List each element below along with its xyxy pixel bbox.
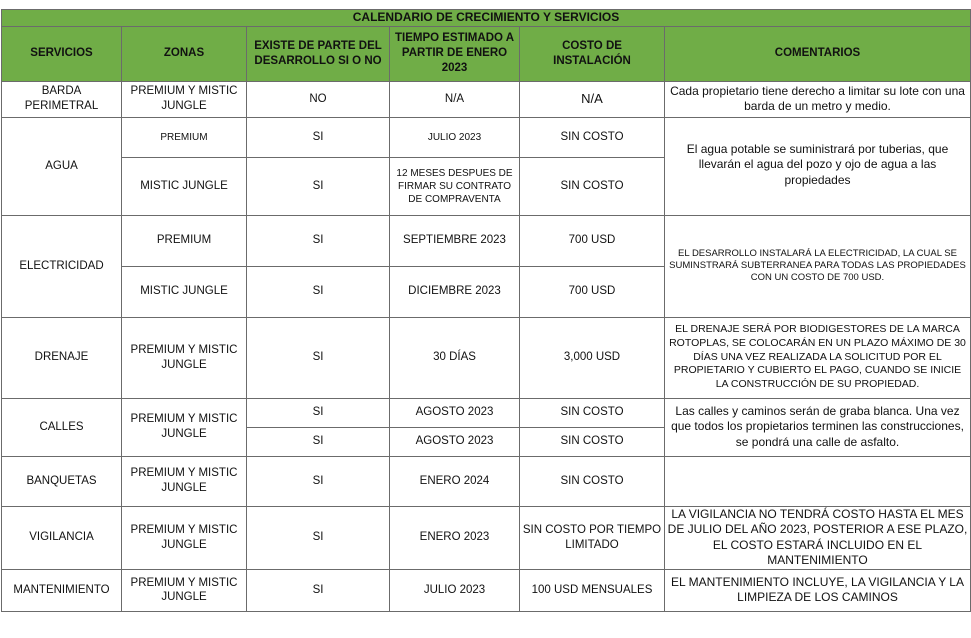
cell-servicio: ELECTRICIDAD [2, 215, 122, 317]
cell-tiempo: AGOSTO 2023 [390, 427, 520, 456]
cell-tiempo: 12 MESES DESPUES DE FIRMAR SU CONTRATO DE COMPRAVENTA [390, 157, 520, 215]
cell-tiempo: ENERO 2024 [390, 456, 520, 506]
cell-tiempo: 30 DÍAS [390, 317, 520, 398]
title-row [2, 10, 971, 27]
cell-comentario: Cada propietario tiene derecho a limitar su lote con una barda de un metro y medio. [665, 81, 971, 117]
cell-costo: 3,000 USD [520, 317, 665, 398]
cell-servicio: MANTENIMIENTO [2, 569, 122, 611]
table-title: CALENDARIO DE CRECIMIENTO Y SERVICIOS [2, 10, 971, 27]
cell-zona: PREMIUM [122, 117, 247, 157]
header-existe: EXISTE DE PARTE DEL DESARROLLO SI O NO [247, 26, 390, 81]
cell-zona: PREMIUM Y MISTIC JUNGLE [122, 81, 247, 117]
cell-existe: SI [247, 456, 390, 506]
cell-zona: PREMIUM Y MISTIC JUNGLE [122, 317, 247, 398]
table-row-mantenimiento [2, 569, 971, 611]
cell-comentario: Las calles y caminos serán de graba blanca. Una vez que todos los propietarios terminen las construcciones, se pondrá una calle de asfalto. [665, 398, 971, 456]
cell-servicio: VIGILANCIA [2, 506, 122, 569]
cell-servicio: CALLES [2, 398, 122, 456]
table-row-agua-premium [2, 117, 971, 157]
cell-existe: SI [247, 398, 390, 427]
cell-servicio: DRENAJE [2, 317, 122, 398]
cell-existe: SI [247, 427, 390, 456]
cell-tiempo: DICIEMBRE 2023 [390, 266, 520, 317]
cell-tiempo: JULIO 2023 [390, 117, 520, 157]
header-zonas: ZONAS [122, 26, 247, 81]
cell-costo: SIN COSTO [520, 157, 665, 215]
table-row-banquetas [2, 456, 971, 506]
cell-zona: PREMIUM Y MISTIC JUNGLE [122, 569, 247, 611]
cell-comentario: EL DESARROLLO INSTALARÁ LA ELECTRICIDAD, LA CUAL SE SUMINSTRARÁ SUBTERRANEA PARA TODAS LAS PROPIEDADES CON UN COSTO DE 700 USD. [665, 215, 971, 317]
cell-existe: SI [247, 215, 390, 266]
table-row-drenaje [2, 317, 971, 398]
cell-tiempo: N/A [390, 81, 520, 117]
cell-costo: SIN COSTO [520, 427, 665, 456]
cell-comentario: EL DRENAJE SERÁ POR BIODIGESTORES DE LA MARCA ROTOPLAS, SE COLOCARÁN EN UN PLAZO MÁXIMO DE 30 DÍAS UNA VEZ REALIZADA LA SOLICITUD POR EL PROPIETARIO Y CUBIERTO EL PAGO, CUANDO SE INICIE LA CONSTRUCCIÓN DE SU PROPIEDAD. [665, 317, 971, 398]
header-row [2, 26, 971, 81]
cell-existe: SI [247, 569, 390, 611]
cell-costo: N/A [520, 81, 665, 117]
cell-zona: PREMIUM Y MISTIC JUNGLE [122, 456, 247, 506]
table-row-electricidad-premium [2, 215, 971, 266]
cell-costo: 100 USD MENSUALES [520, 569, 665, 611]
cell-comentario: El agua potable se suministrará por tuberias, que llevarán el agua del pozo y ojo de agua a las propiedades [665, 117, 971, 215]
header-tiempo: TIEMPO ESTIMADO A PARTIR DE ENERO 2023 [390, 26, 520, 81]
cell-tiempo: ENERO 2023 [390, 506, 520, 569]
services-calendar-table [1, 9, 971, 612]
header-costo: COSTO DE INSTALACIÓN [520, 26, 665, 81]
cell-servicio: BANQUETAS [2, 456, 122, 506]
cell-tiempo: AGOSTO 2023 [390, 398, 520, 427]
cell-existe: SI [247, 266, 390, 317]
cell-zona: MISTIC JUNGLE [122, 266, 247, 317]
cell-costo: SIN COSTO [520, 117, 665, 157]
cell-existe: SI [247, 117, 390, 157]
cell-existe: SI [247, 506, 390, 569]
header-comentarios: COMENTARIOS [665, 26, 971, 81]
cell-comentario: EL MANTENIMIENTO INCLUYE, LA VIGILANCIA Y LA LIMPIEZA DE LOS CAMINOS [665, 569, 971, 611]
header-servicios: SERVICIOS [2, 26, 122, 81]
cell-servicio: BARDA PERIMETRAL [2, 81, 122, 117]
cell-comentario [665, 456, 971, 506]
cell-costo: SIN COSTO POR TIEMPO LIMITADO [520, 506, 665, 569]
cell-comentario: LA VIGILANCIA NO TENDRÁ COSTO HASTA EL MES DE JULIO DEL AÑO 2023, POSTERIOR A ESE PLAZO, EL COSTO ESTARÁ INCLUIDO EN EL MANTENIMIENTO [665, 506, 971, 569]
cell-costo: 700 USD [520, 266, 665, 317]
cell-existe: SI [247, 317, 390, 398]
cell-zona: PREMIUM [122, 215, 247, 266]
cell-existe: NO [247, 81, 390, 117]
table-row-calles-1 [2, 398, 971, 427]
cell-costo: 700 USD [520, 215, 665, 266]
table-row-vigilancia [2, 506, 971, 569]
cell-zona: MISTIC JUNGLE [122, 157, 247, 215]
cell-zona: PREMIUM Y MISTIC JUNGLE [122, 398, 247, 456]
cell-costo: SIN COSTO [520, 456, 665, 506]
cell-zona: PREMIUM Y MISTIC JUNGLE [122, 506, 247, 569]
cell-costo: SIN COSTO [520, 398, 665, 427]
cell-existe: SI [247, 157, 390, 215]
cell-tiempo: SEPTIEMBRE 2023 [390, 215, 520, 266]
cell-servicio: AGUA [2, 117, 122, 215]
table-row-barda [2, 81, 971, 117]
cell-tiempo: JULIO 2023 [390, 569, 520, 611]
